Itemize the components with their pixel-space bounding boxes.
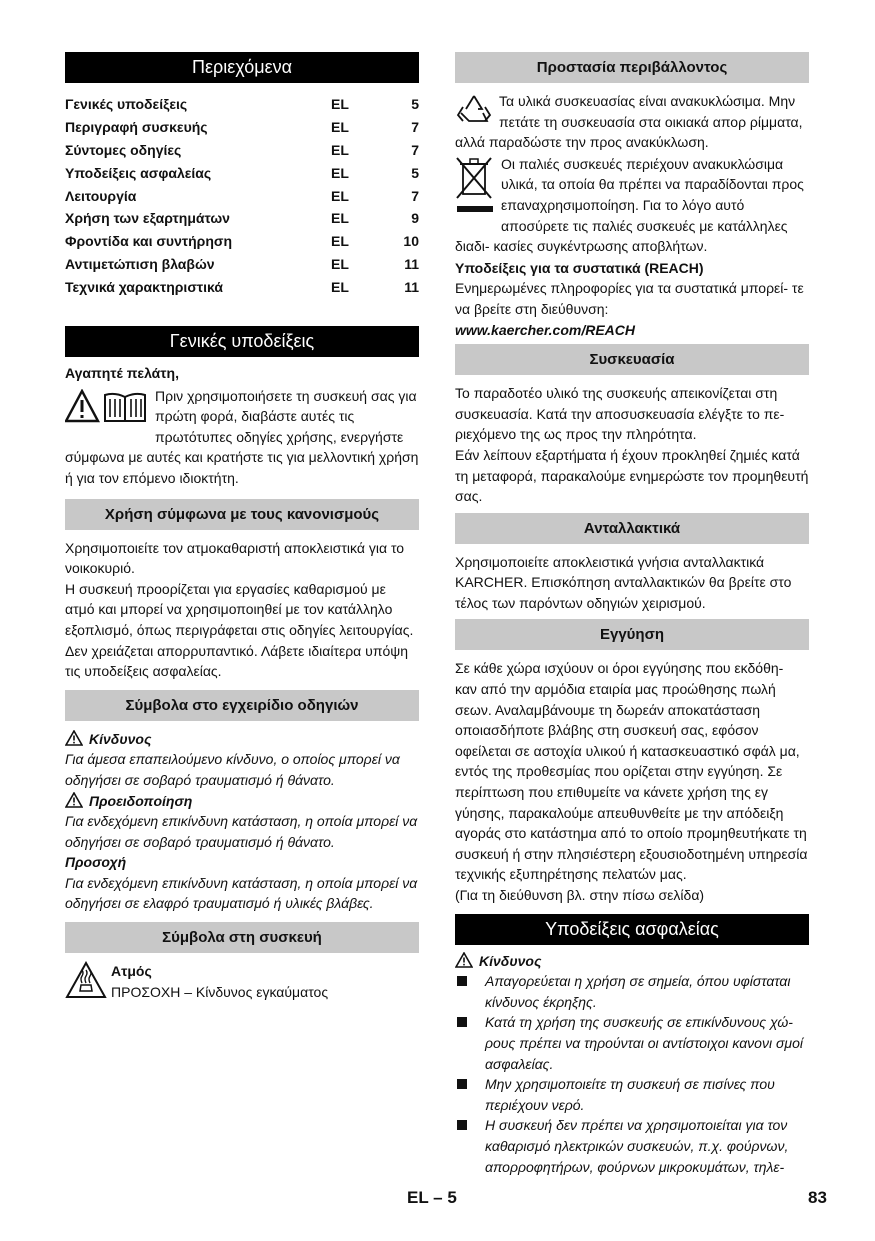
list-item: Απαγορεύεται η χρήση σε σημεία, όπου υφίσταται κίνδυνος έκρηξης. — [455, 971, 809, 1012]
reach-text: Ενημερωμένες πληροφορίες για τα συστατικά μπορεί- τε να βρείτε στη διεύθυνση: — [455, 280, 804, 317]
warning-label: Προειδοποίηση — [89, 792, 193, 809]
safety-heading: Υποδείξεις ασφαλείας — [455, 914, 809, 945]
intended-use-p2: Η συσκευή προορίζεται για εργασίες καθαρισμού με ατμό και μπορεί να χρησιμοποιηθεί με τον κατάλληλο εξοπλισμό, όπως περιγράφεται στις οδηγίες λειτουργίας. Δεν χρειάζεται απορρυπαντικό. Λάβετε ιδιαίτερα υπόψη τις υποδείξεις ασφαλείας. — [65, 580, 414, 680]
steam-label: Ατμός — [111, 963, 152, 980]
weee-block — [455, 154, 809, 257]
safety-list — [455, 971, 809, 1177]
warning-icon — [65, 730, 83, 746]
caution-text: Για ενδεχόμενη επικίνδυνη κατάσταση, η οποία μπορεί να οδηγήσει σε ελαφρό τραυματισμό ή υλικές βλάβες. — [65, 874, 418, 912]
square-bullet-icon — [457, 976, 467, 986]
danger-label-row — [65, 729, 419, 750]
general-heading: Γενικές υποδείξεις — [65, 326, 419, 357]
intended-use-heading: Χρήση σύμφωνα με τους κανονισμούς — [65, 499, 419, 530]
spare-parts-heading: Ανταλλακτικά — [455, 513, 809, 544]
steam-text: ΠΡΟΣΟΧΗ – Κίνδυνος εγκαύματος — [111, 983, 329, 1000]
manual-symbols-heading: Σύμβολα στο εγχειρίδιο οδηγιών — [65, 690, 419, 721]
toc-row[interactable]: Λειτουργία EL 7 — [65, 187, 419, 204]
general-text: Πριν χρησιμοποιήσετε τη συσκευή σας για πρώτη φορά, διαβάστε αυτές τις πρωτότυπες οδηγίες χρήσης, ενεργήστε σύμφωνα με αυτές και κρατήστε τις για μελλοντική χρήση ή για τον επόμενο ιδιοκτήτη. — [65, 387, 419, 486]
toc-row[interactable]: Φροντίδα και συντήρηση EL 10 — [65, 233, 419, 250]
safety-danger-row — [455, 951, 809, 972]
square-bullet-icon — [457, 1120, 467, 1130]
right-column — [455, 52, 809, 1177]
read-manual-icon — [65, 389, 149, 429]
reach-heading: Υποδείξεις για τα συστατικά (REACH) — [455, 259, 704, 276]
page-number: 83 — [808, 1188, 827, 1207]
toc-row[interactable]: Τεχνικά χαρακτηριστικά EL 11 — [65, 279, 419, 296]
section-page-label: EL – 5 — [407, 1188, 457, 1207]
reach-link[interactable]: www.kaercher.com/REACH — [455, 321, 635, 338]
toc-row[interactable]: Γενικές υποδείξεις EL 5 — [65, 96, 419, 112]
danger-text: Για άμεσα επαπειλούμενο κίνδυνο, ο οποίος μπορεί να οδηγήσει σε σοβαρό τραυματισμό ή θάνατο. — [65, 751, 400, 788]
greeting: Αγαπητέ πελάτη, — [65, 365, 179, 382]
warranty-note: (Για τη διεύθυνση βλ. στην πίσω σελίδα) — [455, 887, 705, 903]
recycle-icon — [455, 93, 493, 131]
recycle-block — [455, 91, 809, 153]
warning-icon — [65, 792, 83, 808]
toc-heading: Περιεχόμενα — [65, 52, 419, 83]
warranty-heading: Εγγύηση — [455, 619, 809, 650]
list-item: Μην χρησιμοποιείτε τη συσκευή σε πισίνες που περιέχουν νερό. — [455, 1074, 809, 1115]
device-symbols-heading: Σύμβολα στη συσκευή — [65, 922, 419, 953]
general-block — [65, 386, 419, 489]
toc-row[interactable]: Σύντομες οδηγίες EL 7 — [65, 141, 419, 158]
toc-row[interactable]: Υποδείξεις ασφαλείας EL 5 — [65, 164, 419, 181]
weee-text: Οι παλιές συσκευές περιέχουν ανακυκλώσιμα υλικά, τα οποία θα πρέπει να παραδίδονται προς επαναχρησιμοποίηση. Για το λόγο αυτό απoσύρετε τις παλιές συσκευές με κατάλληλες διαδι- κασίες συγκέντρωσης αποβλήτων. — [455, 155, 804, 255]
warning-label-row — [65, 791, 419, 812]
environment-heading: Προστασία περιβάλλοντος — [455, 52, 809, 83]
steam-symbol-row — [65, 961, 419, 1002]
packaging-heading: Συσκευασία — [455, 344, 809, 375]
danger-label: Κίνδυνος — [89, 730, 152, 747]
crossed-bin-icon — [455, 156, 495, 222]
spare-parts-text: Χρησιμοποιείτε αποκλειστικά γνήσια ανταλλακτικά KARCHER. Επισκόπηση ανταλλακτικών θα βρείτε στο τέλος των παρόντων οδηγιών χειρισμού. — [455, 553, 792, 611]
steam-hazard-icon — [65, 961, 107, 999]
left-column — [65, 52, 419, 1002]
toc-row[interactable]: Αντιμετώπιση βλαβών EL 11 — [65, 256, 419, 273]
toc-row[interactable]: Περιγραφή συσκευής EL 7 — [65, 118, 419, 135]
list-item: Η συσκευή δεν πρέπει να χρησιμοποιείται για τον καθαρισμό ηλεκτρικών συσκευών, π.χ. φούρνων, απορροφητήρων, φούρνων μικροκυμάτων, τηλε- — [455, 1115, 809, 1177]
warning-icon — [455, 952, 473, 968]
square-bullet-icon — [457, 1079, 467, 1089]
warranty-text: Σε κάθε χώρα ισχύουν οι όροι εγγύησης που εκδόθη- καν από την αρμόδια εταιρία μας προώθησης πωλή σεων. Αναλαμβάνουμε τη δωρεάν αποκατάσταση οποιασδήποτε βλάβης στη συσκευή σας, εφόσον οφείλεται σε αστοχία υλικού ή κατασκευαστικό σφάλ μα, εντός της προθεσμίας που ορίζεται στην εγγύηση. Σε περίπτωση που επιθυμείτε να κάνετε χρήση της εγ γύησης, παρακαλούμε απευθυνθείτε με την απόδειξη αγοράς στο κατάστημα από το οποίο προμηθευτήκατε τη συσκευή ή στην πλησιέστερη εξουσιοδοτημένη υπηρεσία τεχνικής εξυπηρέτησης πελατών μας. — [455, 660, 808, 883]
recycle-text: Τα υλικά συσκευασίας είναι ανακυκλώσιμα. Μην πετάτε τη συσκευασία στα οικιακά απορ ρίμματα, αλλά παραδώστε την προς ανακύκλωση. — [455, 93, 803, 151]
list-item: Κατά τη χρήση της συσκευής σε επικίνδυνους χώ- ρους πρέπει να τηρούνται οι αντίστοιχοι κανονι σμοί ασφαλείας. — [455, 1012, 809, 1074]
toc-row[interactable]: Χρήση των εξαρτημάτων EL 9 — [65, 210, 419, 227]
caution-label: Προσοχή — [65, 854, 127, 871]
toc-list — [65, 93, 419, 299]
intended-use-p1: Χρησιμοποιείτε τον ατμοκαθαριστή αποκλειστικά για το νοικοκυριό. — [65, 539, 405, 577]
packaging-p1: Το παραδοτέο υλικό της συσκευής απεικονίζεται στη συσκευασία. Κατά την αποσυσκευασία ελέγξτε το πε- ριεχόμενο της ως προς την πληρότητα. — [455, 385, 785, 443]
packaging-p2: Εάν λείπουν εξαρτήματα ή έχουν προκληθεί ζημιές κατά τη μεταφορά, παρακαλούμε ενημερώστε τον προμηθευτή σας. — [455, 446, 809, 505]
warning-text: Για ενδεχόμενη επικίνδυνη κατάσταση, η οποία μπορεί να οδηγήσει σε σοβαρό τραυματισμό ή θάνατο. — [65, 813, 418, 850]
safety-danger-label: Κίνδυνος — [479, 952, 542, 969]
square-bullet-icon — [457, 1017, 467, 1027]
